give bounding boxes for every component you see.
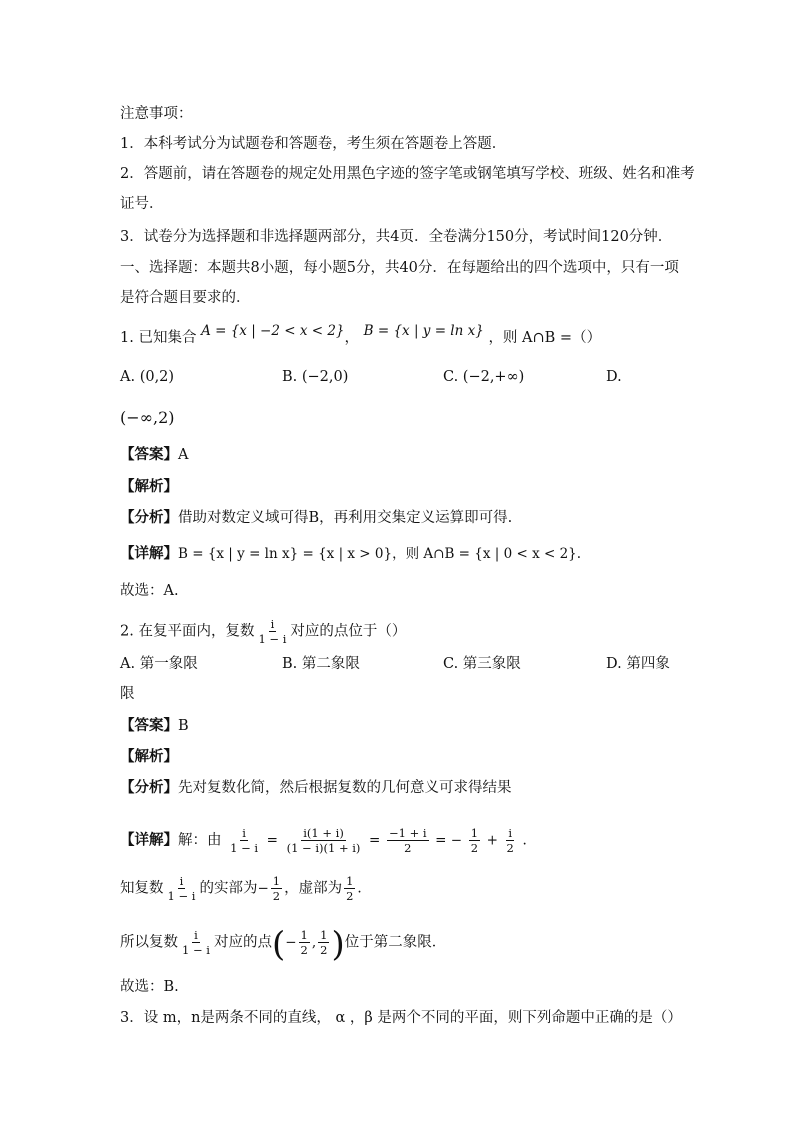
q2-guxuan: 故选：B. xyxy=(120,979,179,995)
q2-conclude-suffix: 位于第二象限． xyxy=(344,934,447,951)
q2-fraction: $\frac{i}{1 - i}$ xyxy=(258,617,287,646)
q2-imag-value: $\frac{1}{2}$ xyxy=(346,874,354,903)
notes-item-3: 3．试卷分为选择题和非选择题两部分，共4页．全卷满分150分，考试时间120分钟． xyxy=(120,229,673,245)
q2-conclude-fraction: $\frac{i}{1 - i}$ xyxy=(182,928,210,957)
q1-option-c: C. (−2,+∞) xyxy=(443,369,525,385)
q1-set-a: A = {x | −2 < x < 2} xyxy=(201,323,345,339)
q1-jiexi-label: 【解析】 xyxy=(120,478,178,495)
xiangjie-label: 【详解】 xyxy=(120,831,178,849)
q1-fenxi xyxy=(120,508,680,528)
q2-real-imag: 知复数 $\frac{i}{1 - i}$ 的实部为− $\frac{1}{2}$ ，虚部为 $\frac{1}{2}$ . xyxy=(120,874,362,903)
q1-set-b: B = {x | y = ln x} xyxy=(363,323,484,339)
q2-fenxi xyxy=(120,778,680,798)
q2-imag-mid: ，虚部为 xyxy=(284,880,343,897)
q2-answer-value: B xyxy=(178,718,189,734)
notes-item-1: 1．本科考试分为试题卷和答题卷，考生须在答题卷上答题． xyxy=(120,136,507,152)
q2-stem-suffix: 对应的点位于（） xyxy=(290,623,407,640)
q2-real-value: $\frac{1}{2}$ xyxy=(272,874,281,903)
q1-stem-suffix: ，则 A∩B =（） xyxy=(488,330,602,346)
q2-point-x: $\frac{1}{2}$ xyxy=(300,928,308,957)
q1-xiangjie xyxy=(120,544,680,564)
fenxi-label: 【分析】 xyxy=(120,509,178,526)
q2-step2-fraction: $\frac{i(1 + i)}{(1 - i)(1 + i)}$ xyxy=(286,826,361,855)
q1-option-b: B. (−2,0) xyxy=(282,369,349,385)
q1-fenxi-text: 借助对数定义域可得B，再利用交集定义运算即可得. xyxy=(178,510,513,526)
q3-stem: 3．设 m，n是两条不同的直线， α ，β 是两个不同的平面，则下列命题中正确的是（） xyxy=(120,1010,682,1026)
q2-stem-prefix: 2. 在复平面内，复数 xyxy=(120,623,255,640)
q2-option-c: C. 第三象限 xyxy=(443,656,521,672)
q2-option-d-wrap: 限 xyxy=(120,686,135,702)
q2-conclude-prefix: 所以复数 xyxy=(120,934,178,951)
q2-step4-real: $\frac{1}{2}$ xyxy=(470,826,479,855)
q1-xiangjie-text: B = {x | y = ln x} = {x | x > 0}，则 A∩B = {x | 0 < x < 2}. xyxy=(178,546,582,562)
q1-option-d: D. xyxy=(606,369,622,385)
q2-jiexi-label: 【解析】 xyxy=(120,748,178,765)
q1-option-d-value: (−∞,2) xyxy=(120,408,175,427)
q2-xiangjie-prefix: 解：由 xyxy=(178,832,222,849)
q1-guxuan: 故选：A. xyxy=(120,583,179,599)
q2-option-a: A. 第一象限 xyxy=(120,656,198,672)
q1-stem: 1. 已知集合 A = {x | −2 < x < 2}， B = {x | y = ln x} ，则 A∩B =（） xyxy=(120,323,602,346)
q1-stem-prefix: 1. 已知集合 xyxy=(120,330,197,346)
q2-point-y: $\frac{1}{2}$ xyxy=(320,928,328,957)
answer-label: 【答案】 xyxy=(120,717,178,734)
section-heading-wrap: 是符合题目要求的． xyxy=(120,290,251,306)
q1-answer xyxy=(120,445,680,465)
fenxi-label: 【分析】 xyxy=(120,779,178,796)
q2-answer xyxy=(120,716,680,736)
q2-option-d: D. 第四象 xyxy=(606,656,670,672)
notes-item-2: 2．答题前，请在答题卷的规定处用黑色字迹的签字笔或钢笔填写学校、班级、姓名和准考 xyxy=(120,166,695,182)
q1-answer-value: A xyxy=(178,447,189,463)
section-heading: 一、选择题：本题共8小题，每小题5分，共40分．在每题给出的四个选项中，只有一项 xyxy=(120,260,679,276)
q2-step4-imag: $\frac{i}{2}$ xyxy=(506,826,514,855)
q2-real-prefix: 知复数 xyxy=(120,880,164,897)
q2-real-fraction: $\frac{i}{1 - i}$ xyxy=(167,874,196,903)
answer-label: 【答案】 xyxy=(120,446,178,463)
q2-option-b: B. 第二象限 xyxy=(282,656,360,672)
xiangjie-label: 【详解】 xyxy=(120,545,178,562)
notes-title: 注意事项： xyxy=(120,106,193,122)
notes-item-2-wrap: 证号． xyxy=(120,196,164,212)
q2-conclusion: 所以复数 $\frac{i}{1 - i}$ 对应的点(− $\frac{1}{2}$ , $\frac{1}{2}$ )位于第二象限． xyxy=(120,924,447,965)
q2-xiangjie: 【详解】解：由 $\frac{i}{1 - i}$ = $\frac{i(1 + i)}{(1 - i)(1 + i)}$ = $\frac{-1 + i}{2}$ = − $\frac{1}{2}$ + $\frac{i}{2}$ . xyxy=(120,826,527,855)
q2-conclude-mid: 对应的点 xyxy=(213,934,272,951)
q2-stem xyxy=(120,617,680,646)
q2-real-mid: 的实部为 xyxy=(199,880,258,897)
q2-step1-fraction: $\frac{i}{1 - i}$ xyxy=(230,826,259,855)
q2-fenxi-text: 先对复数化简，然后根据复数的几何意义可求得结果 xyxy=(178,780,512,796)
q1-option-a: A. (0,2) xyxy=(120,369,175,385)
q2-step3-fraction: $\frac{-1 + i}{2}$ xyxy=(388,826,427,855)
